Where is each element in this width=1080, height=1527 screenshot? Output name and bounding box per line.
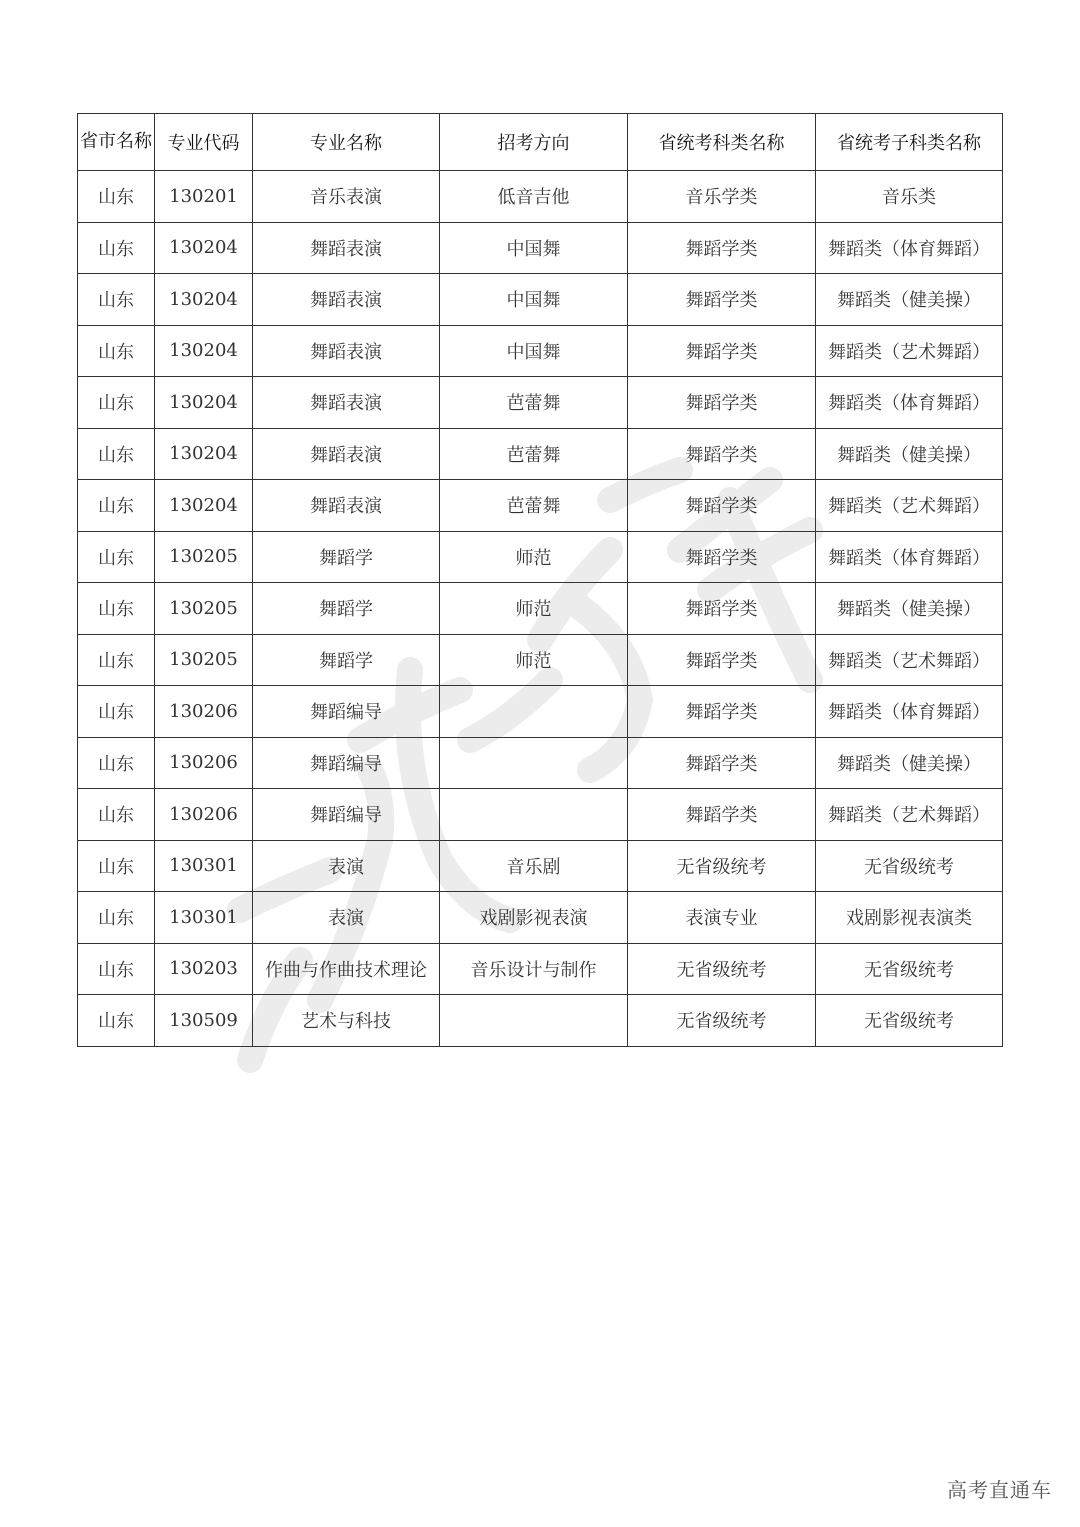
- table-row: [78, 789, 1003, 841]
- header-direction: 招考方向: [440, 114, 628, 171]
- cell-province: 山东: [78, 583, 155, 635]
- cell-exam-subcategory: 舞蹈类（健美操）: [816, 583, 1003, 635]
- cell-exam-subcategory: 舞蹈类（艺术舞蹈）: [816, 480, 1003, 532]
- cell-code: 130205: [155, 583, 253, 635]
- cell-province: 山东: [78, 943, 155, 995]
- cell-exam-subcategory: 舞蹈类（体育舞蹈）: [816, 686, 1003, 738]
- cell-direction: 芭蕾舞: [440, 428, 628, 480]
- cell-code: 130204: [155, 222, 253, 274]
- table-row: [78, 634, 1003, 686]
- cell-exam-category: 舞蹈学类: [628, 428, 816, 480]
- cell-major-name: 音乐表演: [253, 171, 440, 223]
- cell-code: 130509: [155, 995, 253, 1047]
- cell-exam-subcategory: 无省级统考: [816, 995, 1003, 1047]
- cell-exam-subcategory: 舞蹈类（体育舞蹈）: [816, 377, 1003, 429]
- cell-province: 山东: [78, 325, 155, 377]
- cell-exam-category: 舞蹈学类: [628, 222, 816, 274]
- cell-exam-category: 舞蹈学类: [628, 789, 816, 841]
- cell-exam-category: 音乐学类: [628, 171, 816, 223]
- header-major-name: 专业名称: [253, 114, 440, 171]
- table-body: [78, 171, 1003, 1047]
- cell-major-name: 艺术与科技: [253, 995, 440, 1047]
- cell-exam-category: 无省级统考: [628, 995, 816, 1047]
- table-row: [78, 995, 1003, 1047]
- cell-exam-subcategory: 舞蹈类（艺术舞蹈）: [816, 789, 1003, 841]
- cell-direction: [440, 995, 628, 1047]
- cell-code: 130206: [155, 789, 253, 841]
- cell-direction: 低音吉他: [440, 171, 628, 223]
- cell-province: 山东: [78, 686, 155, 738]
- cell-province: 山东: [78, 377, 155, 429]
- cell-province: 山东: [78, 789, 155, 841]
- table-row: [78, 428, 1003, 480]
- cell-province: 山东: [78, 171, 155, 223]
- footer-brand: 高考直通车: [947, 1478, 1052, 1502]
- table-row: [78, 531, 1003, 583]
- cell-direction: 中国舞: [440, 274, 628, 326]
- cell-direction: 师范: [440, 634, 628, 686]
- cell-code: 130205: [155, 531, 253, 583]
- cell-exam-category: 表演专业: [628, 892, 816, 944]
- cell-exam-subcategory: 无省级统考: [816, 840, 1003, 892]
- table-row: [78, 943, 1003, 995]
- cell-exam-subcategory: 舞蹈类（艺术舞蹈）: [816, 325, 1003, 377]
- cell-major-name: 舞蹈表演: [253, 222, 440, 274]
- cell-exam-category: 舞蹈学类: [628, 634, 816, 686]
- table-row: [78, 274, 1003, 326]
- cell-code: 130206: [155, 686, 253, 738]
- header-exam-subcategory: 省统考子科类名称: [816, 114, 1003, 171]
- cell-exam-category: 舞蹈学类: [628, 686, 816, 738]
- cell-exam-category: 舞蹈学类: [628, 531, 816, 583]
- table-row: [78, 840, 1003, 892]
- cell-exam-category: 舞蹈学类: [628, 325, 816, 377]
- cell-exam-subcategory: 舞蹈类（艺术舞蹈）: [816, 634, 1003, 686]
- cell-code: 130204: [155, 274, 253, 326]
- cell-direction: 中国舞: [440, 222, 628, 274]
- cell-exam-category: 舞蹈学类: [628, 274, 816, 326]
- cell-province: 山东: [78, 222, 155, 274]
- cell-direction: [440, 686, 628, 738]
- cell-major-name: 舞蹈学: [253, 634, 440, 686]
- cell-province: 山东: [78, 634, 155, 686]
- cell-direction: 音乐剧: [440, 840, 628, 892]
- cell-exam-category: 舞蹈学类: [628, 480, 816, 532]
- table-header-row: [78, 114, 1003, 171]
- table-row: [78, 171, 1003, 223]
- cell-code: 130204: [155, 428, 253, 480]
- cell-code: 130301: [155, 840, 253, 892]
- table-row: [78, 686, 1003, 738]
- cell-direction: 中国舞: [440, 325, 628, 377]
- cell-code: 130206: [155, 737, 253, 789]
- cell-direction: 芭蕾舞: [440, 377, 628, 429]
- cell-province: 山东: [78, 428, 155, 480]
- header-province: 省市名称: [78, 114, 155, 171]
- cell-exam-subcategory: 戏剧影视表演类: [816, 892, 1003, 944]
- cell-major-name: 舞蹈编导: [253, 686, 440, 738]
- cell-major-name: 舞蹈表演: [253, 428, 440, 480]
- cell-major-name: 舞蹈表演: [253, 274, 440, 326]
- cell-code: 130204: [155, 480, 253, 532]
- cell-exam-subcategory: 舞蹈类（健美操）: [816, 737, 1003, 789]
- cell-major-name: 舞蹈表演: [253, 377, 440, 429]
- cell-exam-category: 舞蹈学类: [628, 737, 816, 789]
- cell-direction: 师范: [440, 531, 628, 583]
- cell-exam-category: 舞蹈学类: [628, 583, 816, 635]
- cell-province: 山东: [78, 274, 155, 326]
- cell-major-name: 舞蹈编导: [253, 737, 440, 789]
- table-row: [78, 737, 1003, 789]
- cell-direction: 音乐设计与制作: [440, 943, 628, 995]
- cell-exam-category: 无省级统考: [628, 943, 816, 995]
- major-table: [77, 113, 1003, 1047]
- cell-major-name: 舞蹈表演: [253, 480, 440, 532]
- table-row: [78, 222, 1003, 274]
- cell-exam-subcategory: 无省级统考: [816, 943, 1003, 995]
- cell-province: 山东: [78, 840, 155, 892]
- table-row: [78, 892, 1003, 944]
- cell-code: 130203: [155, 943, 253, 995]
- cell-code: 130301: [155, 892, 253, 944]
- table-row: [78, 325, 1003, 377]
- cell-code: 130204: [155, 377, 253, 429]
- cell-exam-subcategory: 舞蹈类（健美操）: [816, 428, 1003, 480]
- cell-province: 山东: [78, 737, 155, 789]
- cell-direction: 戏剧影视表演: [440, 892, 628, 944]
- cell-code: 130205: [155, 634, 253, 686]
- table-row: [78, 583, 1003, 635]
- cell-province: 山东: [78, 995, 155, 1047]
- cell-major-name: 表演: [253, 840, 440, 892]
- header-code: 专业代码: [155, 114, 253, 171]
- cell-direction: [440, 789, 628, 841]
- cell-code: 130204: [155, 325, 253, 377]
- cell-province: 山东: [78, 892, 155, 944]
- cell-exam-subcategory: 舞蹈类（体育舞蹈）: [816, 531, 1003, 583]
- cell-direction: [440, 737, 628, 789]
- cell-exam-subcategory: 音乐类: [816, 171, 1003, 223]
- cell-major-name: 舞蹈学: [253, 531, 440, 583]
- cell-province: 山东: [78, 480, 155, 532]
- cell-major-name: 舞蹈编导: [253, 789, 440, 841]
- cell-direction: 芭蕾舞: [440, 480, 628, 532]
- table-row: [78, 480, 1003, 532]
- cell-direction: 师范: [440, 583, 628, 635]
- cell-major-name: 作曲与作曲技术理论: [253, 943, 440, 995]
- cell-province: 山东: [78, 531, 155, 583]
- cell-exam-category: 无省级统考: [628, 840, 816, 892]
- cell-major-name: 舞蹈表演: [253, 325, 440, 377]
- cell-major-name: 舞蹈学: [253, 583, 440, 635]
- table-row: [78, 377, 1003, 429]
- cell-code: 130201: [155, 171, 253, 223]
- cell-exam-subcategory: 舞蹈类（健美操）: [816, 274, 1003, 326]
- cell-exam-subcategory: 舞蹈类（体育舞蹈）: [816, 222, 1003, 274]
- cell-major-name: 表演: [253, 892, 440, 944]
- header-exam-category: 省统考科类名称: [628, 114, 816, 171]
- cell-exam-category: 舞蹈学类: [628, 377, 816, 429]
